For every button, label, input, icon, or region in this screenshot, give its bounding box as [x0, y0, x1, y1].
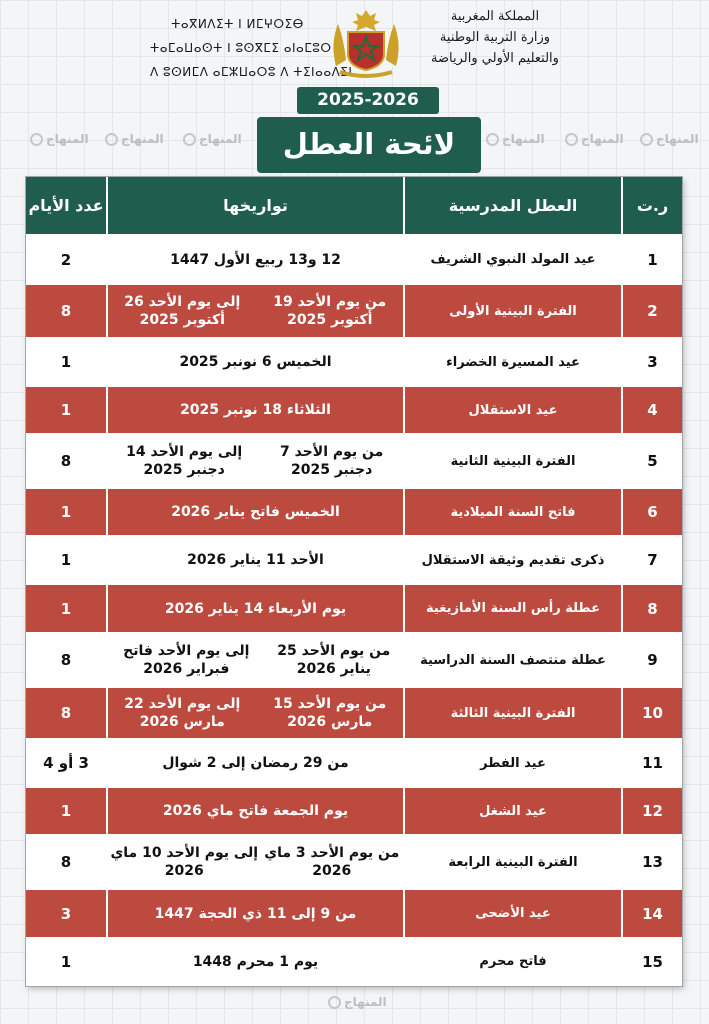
row-number-cell: 13 [623, 836, 682, 888]
watermark [328, 995, 387, 1009]
row-number-cell: 3 [623, 339, 682, 385]
watermark-text: المنهاج [656, 132, 699, 146]
holiday-name-cell: الفترة البينية الثانية [405, 435, 621, 487]
row-number-cell: 9 [623, 634, 682, 686]
holiday-name-cell: عطلة رأس السنة الأمازيغية [405, 585, 621, 632]
watermark-logo-icon [486, 133, 499, 146]
table-row [26, 435, 682, 487]
dates-cell [108, 585, 403, 632]
row-number-cell: 14 [623, 890, 682, 937]
date-line: من 29 رمضان إلى 2 شوال [162, 755, 349, 771]
holiday-name-cell: ذكرى تقديم وثيقة الاستقلال [405, 537, 621, 583]
row-number-cell: 11 [623, 740, 682, 786]
dates-cell [108, 236, 403, 283]
column-header-days: عدد الأيام [26, 177, 106, 234]
watermark-text: المنهاج [199, 132, 242, 146]
dates-cell [108, 939, 403, 984]
holiday-name-cell: عيد الفطر [405, 740, 621, 786]
watermark-logo-icon [183, 133, 196, 146]
watermark-text: المنهاج [502, 132, 545, 146]
watermark [640, 132, 699, 146]
dates-cell [108, 339, 403, 385]
watermark-logo-icon [565, 133, 578, 146]
table-header-row [26, 177, 682, 234]
row-number-cell: 7 [623, 537, 682, 583]
table-row [26, 836, 682, 888]
date-line: من يوم الأحد 25 يناير 2026 [277, 643, 391, 677]
holiday-name-cell: فاتح محرم [405, 939, 621, 984]
dates-cell [108, 435, 403, 487]
arabic-header-line: المملكة المغربية [450, 9, 540, 24]
table-row [26, 939, 682, 984]
row-number-cell: 4 [623, 387, 682, 433]
holiday-name-cell: فاتح السنة الميلادية [405, 489, 621, 535]
date-line: الخميس فاتح يناير 2026 [171, 504, 340, 520]
holiday-name-cell: عطلة منتصف السنة الدراسية [405, 634, 621, 686]
holiday-name-cell: الفترة البينية الرابعة [405, 836, 621, 888]
table-row [26, 688, 682, 738]
watermark [105, 132, 164, 146]
table-row [26, 634, 682, 686]
days-count-cell: 1 [26, 585, 106, 632]
table-row [26, 236, 682, 283]
table-row [26, 285, 682, 337]
tifinagh-ministry-name [150, 12, 353, 84]
date-line: من يوم الأحد 15 مارس 2026 [273, 696, 387, 730]
watermark-text: المنهاج [121, 132, 164, 146]
row-number-cell: 1 [623, 236, 682, 283]
page-header [0, 0, 709, 82]
dates-cell [108, 285, 403, 337]
dates-cell [108, 387, 403, 433]
watermark-text: المنهاج [344, 995, 387, 1009]
watermark-logo-icon [640, 133, 653, 146]
date-line: الثلاثاء 18 نونبر 2025 [180, 402, 331, 418]
date-line: الخميس 6 نونبر 2025 [179, 354, 332, 370]
table-row [26, 788, 682, 834]
days-count-cell: 8 [26, 634, 106, 686]
days-count-cell: 1 [26, 537, 106, 583]
date-line: إلى يوم الأحد 22 مارس 2026 [124, 696, 241, 730]
row-number-cell: 5 [623, 435, 682, 487]
date-line: من يوم الأحد 7 دجنبر 2025 [279, 444, 384, 478]
table-row [26, 740, 682, 786]
watermark-logo-icon [105, 133, 118, 146]
holiday-name-cell: عيد الشغل [405, 788, 621, 834]
watermark [183, 132, 242, 146]
row-number-cell: 2 [623, 285, 682, 337]
days-count-cell: 1 [26, 788, 106, 834]
row-number-cell: 15 [623, 939, 682, 984]
days-count-cell: 8 [26, 285, 106, 337]
column-header-holiday: العطل المدرسية [405, 177, 621, 234]
dates-cell [108, 890, 403, 937]
holiday-name-cell: عيد الاستقلال [405, 387, 621, 433]
days-count-cell: 1 [26, 939, 106, 984]
watermark [30, 132, 89, 146]
moroccan-coat-of-arms-emblem [326, 4, 406, 80]
column-header-number: ر.ت [623, 177, 682, 234]
holiday-name-cell: عيد المولد النبوي الشريف [405, 236, 621, 283]
arabic-header-line: وزارة التربية الوطنية [439, 30, 551, 45]
days-count-cell: 1 [26, 489, 106, 535]
dates-cell [108, 688, 403, 738]
row-number-cell: 6 [623, 489, 682, 535]
dates-cell [108, 788, 403, 834]
date-line: من يوم الأحد 19 أكتوبر 2025 [273, 294, 387, 328]
date-line: 12 و13 ربيع الأول 1447 [170, 251, 341, 268]
row-number-cell: 10 [623, 688, 682, 738]
table-row [26, 890, 682, 937]
days-count-cell: 1 [26, 387, 106, 433]
dates-cell [108, 634, 403, 686]
table-row [26, 387, 682, 433]
holiday-name-cell: عيد الأضحى [405, 890, 621, 937]
days-count-cell: 8 [26, 688, 106, 738]
row-number-cell: 12 [623, 788, 682, 834]
days-count-cell: 3 أو 4 [26, 740, 106, 786]
date-line: يوم الجمعة فاتح ماي 2026 [162, 803, 349, 819]
watermark-logo-icon [30, 133, 43, 146]
watermark-text: المنهاج [581, 132, 624, 146]
date-line: يوم الأربعاء 14 يناير 2026 [164, 600, 347, 617]
date-line: من 9 إلى 11 ذي الحجة 1447 [154, 905, 357, 922]
watermark-text: المنهاج [46, 132, 89, 146]
table-row [26, 339, 682, 385]
arabic-ministry-name [410, 6, 580, 69]
tifinagh-line: ⵜⴰⵎⴰⵡⴰⵙⵜ ⵏ ⵓⵙⴳⵎⵉ ⴰⵏⴰⵎⵓⵔ [150, 41, 332, 55]
watermark-logo-icon [328, 996, 341, 1009]
dates-cell [108, 836, 403, 888]
school-year-badge: 2025-2026 [297, 87, 439, 114]
column-header-dates: تواريخها [108, 177, 403, 234]
date-line: الأحد 11 يناير 2026 [187, 552, 324, 568]
row-number-cell: 8 [623, 585, 682, 632]
page-title: لائحة العطل [257, 117, 481, 173]
days-count-cell: 8 [26, 435, 106, 487]
tifinagh-line: ⴷ ⵓⵙⵍⵎⴷ ⴰⵎⵣⵡⴰⵔⵓ ⴷ ⵜⵉⵏⴰⴰⴷⵉⵏ [150, 65, 353, 79]
tifinagh-line: ⵜⴰⴳⵍⴷⵉⵜ ⵏ ⵍⵎⵖⵔⵉⴱ [171, 17, 304, 31]
holiday-name-cell: الفترة البينية الأولى [405, 285, 621, 337]
holiday-name-cell: الفترة البينية الثالثة [405, 688, 621, 738]
watermark [486, 132, 545, 146]
holidays-table [26, 177, 682, 986]
dates-cell [108, 740, 403, 786]
date-line: إلى يوم الأحد 14 دجنبر 2025 [126, 444, 243, 478]
date-line: من يوم الأحد 3 ماي 2026 [264, 845, 400, 879]
date-line: إلى يوم الأحد 26 أكتوبر 2025 [124, 294, 241, 328]
arabic-header-line: والتعليم الأولي والرياضة [431, 51, 559, 66]
days-count-cell: 1 [26, 339, 106, 385]
dates-cell [108, 537, 403, 583]
holiday-name-cell: عيد المسيرة الخضراء [405, 339, 621, 385]
days-count-cell: 2 [26, 236, 106, 283]
table-row [26, 537, 682, 583]
date-line: إلى يوم الأحد فاتح فبراير 2026 [123, 643, 250, 677]
days-count-cell: 8 [26, 836, 106, 888]
date-line: يوم 1 محرم 1448 [192, 953, 319, 970]
table-row [26, 585, 682, 632]
table-row [26, 489, 682, 535]
dates-cell [108, 489, 403, 535]
date-line: إلى يوم الأحد 10 ماي 2026 [110, 845, 259, 879]
watermark [565, 132, 624, 146]
days-count-cell: 3 [26, 890, 106, 937]
